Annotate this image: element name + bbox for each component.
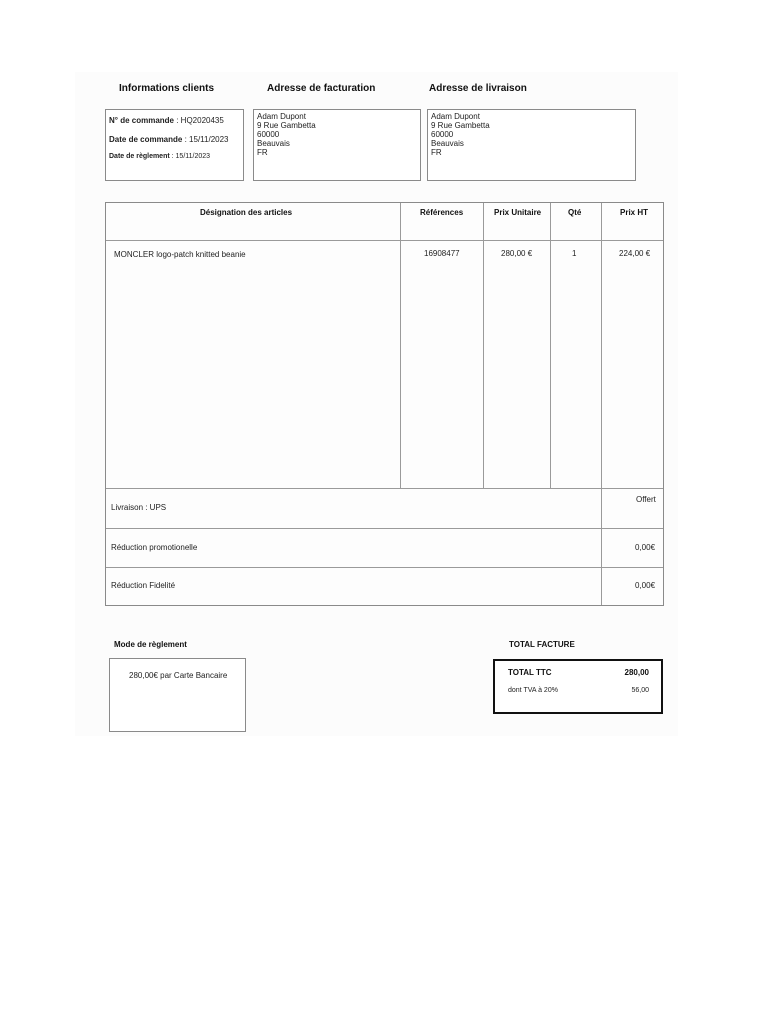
shipping-city: Beauvais [431, 139, 464, 148]
items-table [105, 202, 664, 606]
billing-country: FR [257, 148, 268, 157]
column-header-reference: Références [420, 208, 464, 217]
shipping-value: Offert [636, 495, 656, 504]
billing-street: 9 Rue Gambetta [257, 121, 316, 130]
shipping-address [431, 112, 490, 157]
billing-address [257, 112, 316, 157]
column-header-qty: Qté [568, 208, 582, 217]
promo-discount-value: 0,00€ [635, 543, 656, 552]
loyalty-discount-value: 0,00€ [635, 581, 656, 590]
shipping-name: Adam Dupont [431, 112, 480, 121]
shipping-country: FR [431, 148, 442, 157]
total-box [493, 659, 663, 714]
shipping-address-header: Adresse de livraison [429, 83, 527, 94]
column-header-designation: Désignation des articles [200, 208, 293, 217]
billing-address-header: Adresse de facturation [267, 83, 376, 94]
client-info-box [105, 109, 244, 181]
billing-address-box [253, 109, 421, 181]
promo-discount-label: Réduction promotionelle [111, 543, 198, 552]
payment-mode-value: 280,00€ par Carte Bancaire [129, 671, 228, 680]
loyalty-discount-label: Réduction Fidelité [111, 581, 176, 590]
item-reference: 16908477 [424, 249, 460, 258]
order-number-value: : HQ2020435 [176, 116, 224, 125]
shipping-street: 9 Rue Gambetta [431, 121, 490, 130]
payment-mode-box [109, 658, 246, 732]
invoice-sheet [75, 72, 678, 736]
item-qty: 1 [572, 249, 577, 258]
order-number-label: N° de commande [109, 116, 174, 125]
payment-date-label: Date de règlement [109, 153, 170, 160]
column-header-price-ht: Prix HT [620, 208, 649, 217]
shipping-address-box [427, 109, 636, 181]
order-date-line [109, 135, 228, 144]
item-price-ht: 224,00 € [619, 249, 651, 258]
item-designation: MONCLER logo-patch knitted beanie [114, 250, 246, 259]
shipping-label: Livraison : UPS [111, 503, 167, 512]
order-date-label: Date de commande [109, 135, 183, 144]
billing-city: Beauvais [257, 139, 290, 148]
tva-label: dont TVA à 20% [508, 687, 558, 694]
payment-mode-header: Mode de règlement [114, 640, 187, 649]
payment-date-value: : 15/11/2023 [171, 153, 211, 160]
order-number-line [109, 116, 224, 125]
tva-value: 56,00 [631, 687, 649, 694]
total-ttc-label: TOTAL TTC [508, 668, 552, 677]
billing-name: Adam Dupont [257, 112, 306, 121]
shipping-postcode: 60000 [431, 130, 454, 139]
order-date-value: : 15/11/2023 [184, 135, 229, 144]
client-info-header: Informations clients [119, 83, 215, 94]
billing-postcode: 60000 [257, 130, 280, 139]
total-ttc-value: 280,00 [624, 668, 649, 677]
column-header-unit-price: Prix Unitaire [494, 208, 542, 217]
item-unit-price: 280,00 € [501, 249, 533, 258]
total-invoice-header: TOTAL FACTURE [509, 640, 575, 649]
payment-date-line [109, 153, 210, 160]
